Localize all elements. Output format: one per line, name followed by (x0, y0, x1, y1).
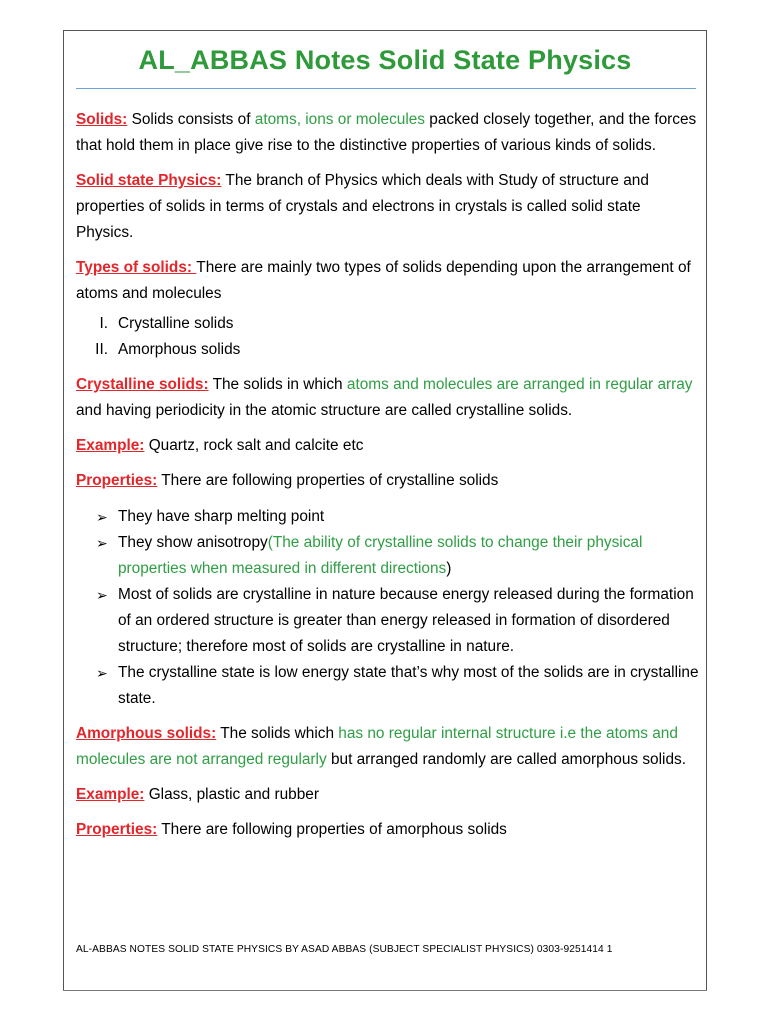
list-item: ➢ They show anisotropy(The ability of crystalline solids to change their physical properties when measured in different directions) (76, 530, 701, 582)
page-footer: AL-ABBAS NOTES SOLID STATE PHYSICS BY ASAD ABBAS (SUBJECT SPECIALIST PHYSICS) 0303-9251414 1 (76, 944, 613, 955)
list-item: II. Amorphous solids (95, 341, 241, 358)
types-heading: Types of solids: (76, 259, 197, 276)
amorphous-heading: Amorphous solids: (76, 725, 217, 742)
example1-heading: Example: (76, 437, 145, 454)
solids-highlight: atoms, ions or molecules (254, 111, 426, 128)
solids-paragraph: Solids: Solids consists of atoms, ions or molecules packed closely together, and the forces that hold them in place give rise to the distinctive properties of various kinds of solids. (76, 111, 697, 154)
ssp-heading: Solid state Physics: (76, 172, 222, 189)
arrow-bullet-icon: ➢ (96, 587, 108, 603)
list-item: I. Crystalline solids (99, 315, 234, 332)
types-paragraph: Types of solids: There are mainly two types of solids depending upon the arrangement of atoms and molecules (76, 259, 691, 302)
amorphous-highlight: has no regular internal structure i.e the atoms and molecules are not arranged regularly (76, 725, 678, 768)
page-bottom-border (63, 990, 707, 991)
types-list (76, 311, 701, 363)
crystalline-heading: Crystalline solids: (76, 376, 209, 393)
list-item: ➢ They have sharp melting point (76, 504, 701, 530)
arrow-bullet-icon: ➢ (96, 665, 108, 681)
properties1-paragraph: Properties: There are following properties of crystalline solids (76, 472, 499, 489)
example2-paragraph: Example: Glass, plastic and rubber (76, 786, 319, 803)
list-item: ➢ The crystalline state is low energy state that’s why most of the solids are in crystalline state. (76, 660, 701, 712)
crystalline-paragraph: Crystalline solids: The solids in which atoms and molecules are arranged in regular array and having periodicity in the atomic structure are called crystalline solids. (76, 376, 693, 419)
crystalline-properties-list (76, 504, 701, 712)
notes-content (76, 107, 701, 852)
solids-heading: Solids: (76, 111, 128, 128)
ssp-paragraph: Solid state Physics: The branch of Physics which deals with Study of structure and properties of solids in terms of crystals and electrons in crystals is called solid state Physics. (76, 172, 649, 241)
example2-heading: Example: (76, 786, 145, 803)
arrow-bullet-icon: ➢ (96, 509, 108, 525)
example1-paragraph: Example: Quartz, rock salt and calcite etc (76, 437, 364, 454)
arrow-bullet-icon: ➢ (96, 535, 108, 551)
properties2-paragraph: Properties: There are following properties of amorphous solids (76, 821, 507, 838)
list-item: ➢ Most of solids are crystalline in nature because energy released during the formation of an ordered structure is greater than energy released in formation of disordered structure; therefore most of solids are crystalline in nature. (76, 582, 701, 660)
document-page (63, 30, 707, 990)
page-title: AL_ABBAS Notes Solid State Physics (138, 45, 632, 75)
properties2-heading: Properties: (76, 821, 158, 838)
title-underline (76, 88, 696, 89)
amorphous-paragraph: Amorphous solids: The solids which has no regular internal structure i.e the atoms and molecules are not arranged regularly but arranged randomly are called amorphous solids. (76, 725, 686, 768)
crystalline-highlight: atoms and molecules are arranged in regular array (346, 376, 693, 393)
properties1-heading: Properties: (76, 472, 158, 489)
